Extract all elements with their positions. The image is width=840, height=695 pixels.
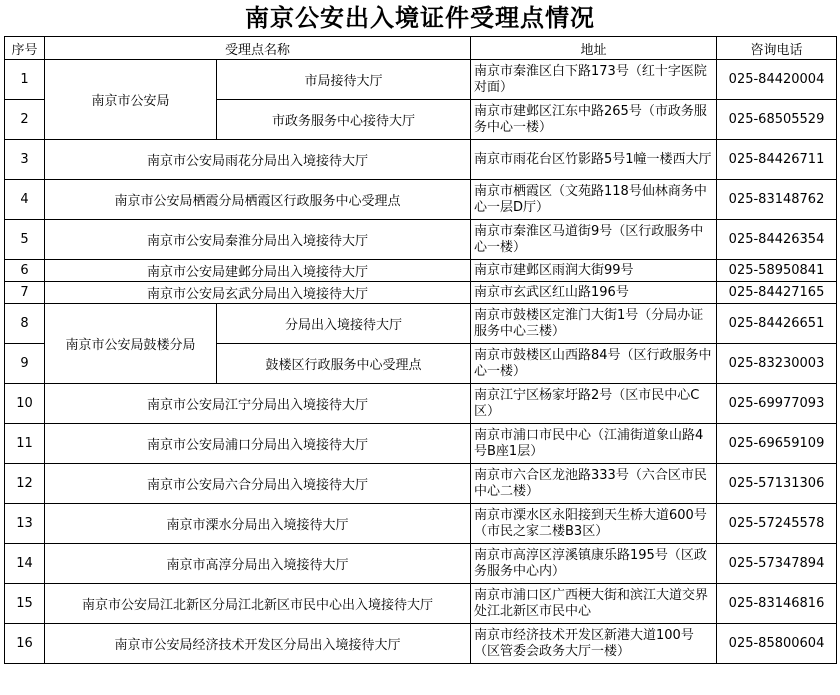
cell-name: 南京市公安局江北新区分局江北新区市民中心出入境接待大厅 [45, 584, 471, 624]
cell-no: 6 [5, 260, 45, 282]
acceptance-point-table [4, 36, 837, 664]
cell-no: 14 [5, 544, 45, 584]
cell-group: 南京市公安局鼓楼分局 [45, 304, 217, 384]
cell-address: 南京市鼓楼区定淮门大街1号（分局办证服务中心三楼） [471, 304, 717, 344]
cell-no: 15 [5, 584, 45, 624]
cell-address: 南京市经济技术开发区新港大道100号（区管委会政务大厅一楼） [471, 624, 717, 664]
table-row [5, 464, 837, 504]
cell-no: 9 [5, 344, 45, 384]
cell-name: 分局出入境接待大厅 [217, 304, 471, 344]
header-phone: 咨询电话 [717, 37, 837, 60]
cell-address: 南京市秦淮区白下路173号（红十字医院对面） [471, 60, 717, 100]
cell-address: 南京江宁区杨家圩路2号（区市民中心C区） [471, 384, 717, 424]
cell-name: 南京市公安局江宁分局出入境接待大厅 [45, 384, 471, 424]
cell-name: 南京市公安局玄武分局出入境接待大厅 [45, 282, 471, 304]
cell-no: 7 [5, 282, 45, 304]
cell-phone: 025-84427165 [717, 282, 837, 304]
cell-phone: 025-84426354 [717, 220, 837, 260]
cell-phone: 025-85800604 [717, 624, 837, 664]
table-row [5, 504, 837, 544]
cell-name: 南京市公安局浦口分局出入境接待大厅 [45, 424, 471, 464]
cell-name: 南京市公安局秦淮分局出入境接待大厅 [45, 220, 471, 260]
table-row [5, 282, 837, 304]
cell-address: 南京市高淳区淳溪镇康乐路195号（区政务服务中心内） [471, 544, 717, 584]
cell-address: 南京市鼓楼区山西路84号（区行政服务中心一楼） [471, 344, 717, 384]
cell-no: 2 [5, 100, 45, 140]
table-row [5, 140, 837, 180]
table-row [5, 180, 837, 220]
cell-address: 南京市玄武区红山路196号 [471, 282, 717, 304]
cell-name: 市局接待大厅 [217, 60, 471, 100]
cell-name: 南京市高淳分局出入境接待大厅 [45, 544, 471, 584]
cell-phone: 025-83230003 [717, 344, 837, 384]
cell-no: 4 [5, 180, 45, 220]
cell-phone: 025-84420004 [717, 60, 837, 100]
cell-phone: 025-69659109 [717, 424, 837, 464]
cell-no: 11 [5, 424, 45, 464]
cell-no: 8 [5, 304, 45, 344]
cell-address: 南京市秦淮区马道街9号（区行政服务中心一楼） [471, 220, 717, 260]
table-row [5, 384, 837, 424]
cell-phone: 025-68505529 [717, 100, 837, 140]
cell-no: 13 [5, 504, 45, 544]
table-row [5, 584, 837, 624]
cell-address: 南京市雨花台区竹影路5号1幢一楼西大厅 [471, 140, 717, 180]
cell-name: 南京市公安局经济技术开发区分局出入境接待大厅 [45, 624, 471, 664]
table-row [5, 260, 837, 282]
cell-name: 南京市溧水分局出入境接待大厅 [45, 504, 471, 544]
cell-name: 鼓楼区行政服务中心受理点 [217, 344, 471, 384]
cell-phone: 025-84426651 [717, 304, 837, 344]
cell-phone: 025-69977093 [717, 384, 837, 424]
cell-phone: 025-84426711 [717, 140, 837, 180]
table-row [5, 624, 837, 664]
cell-no: 3 [5, 140, 45, 180]
cell-address: 南京市建邺区江东中路265号（市政务服务中心一楼） [471, 100, 717, 140]
cell-name: 南京市公安局六合分局出入境接待大厅 [45, 464, 471, 504]
cell-name: 市政务服务中心接待大厅 [217, 100, 471, 140]
cell-name: 南京市公安局栖霞分局栖霞区行政服务中心受理点 [45, 180, 471, 220]
cell-address: 南京市浦口市民中心（江浦街道象山路4号B座1层） [471, 424, 717, 464]
cell-phone: 025-83146816 [717, 584, 837, 624]
table-row [5, 544, 837, 584]
cell-no: 1 [5, 60, 45, 100]
page-title: 南京公安出入境证件受理点情况 [245, 4, 595, 32]
cell-phone: 025-57245578 [717, 504, 837, 544]
cell-no: 10 [5, 384, 45, 424]
table-row [5, 424, 837, 464]
cell-address: 南京市溧水区永阳接到天生桥大道600号（市民之家二楼B3区） [471, 504, 717, 544]
cell-phone: 025-58950841 [717, 260, 837, 282]
cell-address: 南京市浦口区广西梗大街和滨江大道交界处江北新区市民中心 [471, 584, 717, 624]
cell-address: 南京市六合区龙池路333号（六合区市民中心二楼） [471, 464, 717, 504]
cell-phone: 025-83148762 [717, 180, 837, 220]
cell-no: 12 [5, 464, 45, 504]
table-row [5, 304, 837, 344]
header-name: 受理点名称 [45, 37, 471, 60]
table-row [5, 60, 837, 100]
cell-address: 南京市建邺区雨润大街99号 [471, 260, 717, 282]
cell-phone: 025-57347894 [717, 544, 837, 584]
header-address: 地址 [471, 37, 717, 60]
cell-name: 南京市公安局雨花分局出入境接待大厅 [45, 140, 471, 180]
cell-group: 南京市公安局 [45, 60, 217, 140]
cell-name: 南京市公安局建邺分局出入境接待大厅 [45, 260, 471, 282]
cell-address: 南京市栖霞区（文苑路118号仙林商务中心一层D厅） [471, 180, 717, 220]
cell-phone: 025-57131306 [717, 464, 837, 504]
table-header-row [5, 37, 837, 60]
cell-no: 16 [5, 624, 45, 664]
cell-no: 5 [5, 220, 45, 260]
header-no: 序号 [5, 37, 45, 60]
table-row [5, 220, 837, 260]
